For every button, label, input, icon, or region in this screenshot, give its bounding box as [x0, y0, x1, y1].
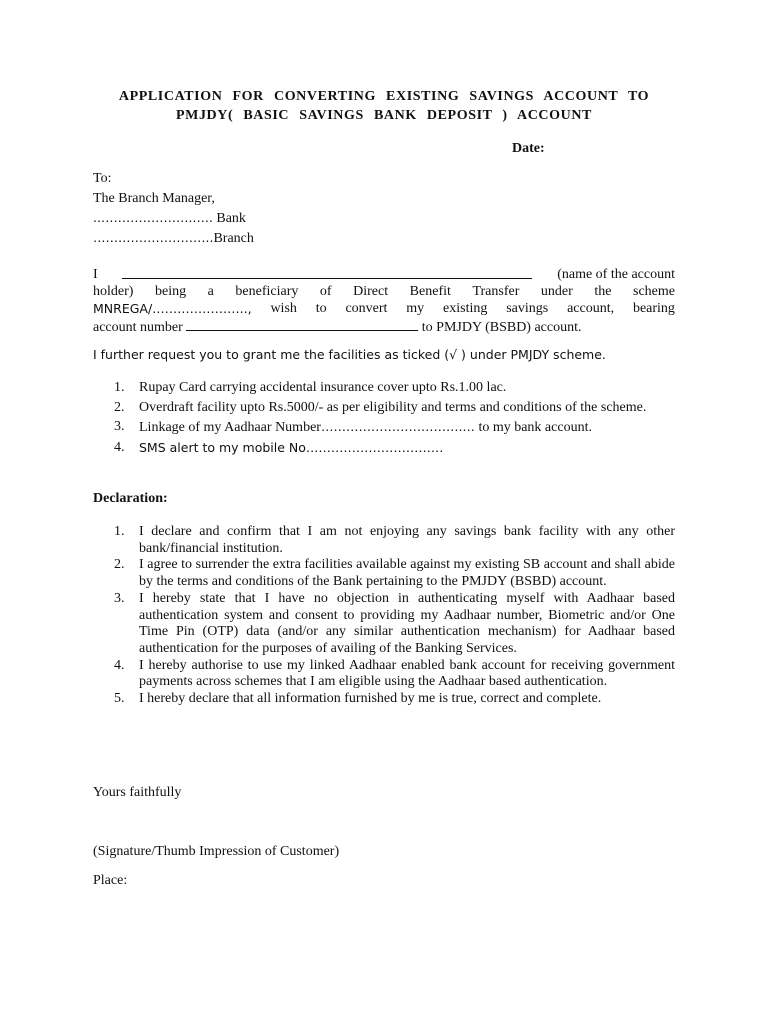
word: bearing [632, 301, 675, 316]
date-label: Date: [512, 141, 545, 156]
bank-name-blank: ..………………….….. [93, 210, 213, 225]
account-suffix: to PMJDY (BSBD) account. [421, 320, 582, 335]
word: scheme [633, 284, 675, 299]
word: of [319, 284, 332, 299]
closing-line: Yours faithfully [93, 785, 182, 800]
word: my [406, 301, 425, 316]
list-item [93, 691, 675, 708]
item-number: 3. [114, 419, 125, 434]
item-text: I agree to surrender the extra facilities available against my existing SB account and shall abide by the terms and conditions of the Bank pertaining to the PMJDY (BSBD) account. [139, 557, 675, 590]
item-number: 5. [114, 691, 125, 707]
word: holder) [93, 284, 134, 299]
item-number: 4. [114, 439, 125, 455]
place-label: Place: [93, 873, 128, 888]
account-number-blank [186, 318, 418, 331]
item-number: 1. [114, 524, 125, 539]
word: being [154, 284, 187, 299]
word: existing [443, 301, 488, 316]
word: to [315, 301, 327, 316]
declaration-heading: Declaration: [93, 491, 168, 506]
bank-name-line [93, 209, 246, 227]
word: Benefit [409, 284, 451, 299]
list-item [93, 417, 675, 438]
item-text: I declare and confirm that I am not enjoying any savings bank facility with any other bank/financial institution. [139, 524, 675, 556]
item-text-end: to my bank account. [474, 420, 592, 435]
list-item [93, 524, 675, 557]
item-number: 2. [114, 557, 125, 573]
item-text: Rupay Card carrying accidental insurance cover upto Rs.1.00 lac. [139, 380, 507, 395]
list-item [93, 557, 675, 590]
list-item [93, 438, 675, 459]
word: the [594, 284, 612, 299]
name-hint: (name of the account [557, 267, 675, 282]
branch-name-line [93, 229, 254, 247]
list-item [93, 591, 675, 658]
account-label: account number [93, 320, 183, 335]
branch-word: Branch [213, 231, 254, 246]
recipient-line: The Branch Manager, [93, 191, 215, 206]
form-title-line-2: PMJDY( BASIC SAVINGS BANK DEPOSIT ) ACCOUNT [175, 108, 592, 123]
beneficiary-line [93, 283, 675, 300]
form-title-line-1: APPLICATION FOR CONVERTING EXISTING SAVINGS ACCOUNT TO [118, 89, 650, 104]
to-label: To: [93, 171, 112, 186]
scheme-field [93, 300, 252, 318]
branch-name-blank: ……………………….. [93, 230, 214, 245]
item-text: Linkage of my Aadhaar Number [139, 420, 321, 435]
list-item [93, 658, 675, 691]
word: a [207, 284, 214, 299]
account-number-line [93, 318, 675, 336]
bank-word: Bank [216, 211, 246, 226]
item-text: I hereby state that I have no objection in authenticating myself with Aadhaar based authentication system and consent to providing my Aadhaar number, Biometric and/or One Time Pin (OTP) data (and/or any similar authentication mechanism) for Aadhaar based authentication for the purposes of availing of the Banking Services. [139, 590, 675, 656]
word: beneficiary [235, 284, 299, 299]
item-text: I hereby declare that all information furnished by me is true, correct and complete. [139, 691, 602, 707]
item-text: I hereby authorise to use my linked Aadhaar enabled bank account for receiving government payments across schemes that I am eligible using the Aadhaar based authentication. [139, 657, 675, 690]
word: convert [345, 301, 388, 316]
name-blank [122, 266, 532, 279]
mobile-blank: …………………………… [305, 439, 444, 455]
aadhaar-blank: …………………………….… [320, 419, 475, 434]
list-item [93, 378, 675, 398]
item-number: 2. [114, 399, 125, 415]
word: Transfer [472, 284, 520, 299]
list-item [93, 398, 675, 418]
signature-label: (Signature/Thumb Impression of Customer) [93, 844, 340, 859]
word: savings [506, 301, 549, 316]
word: account, [567, 301, 615, 316]
facilities-list [93, 378, 675, 458]
word: wish [270, 301, 297, 316]
scheme-label: MNREGA/ [93, 301, 153, 316]
word: under [540, 284, 573, 299]
name-line [93, 266, 675, 283]
declarations-list [93, 524, 675, 708]
scheme-blank: ………………….., [152, 301, 252, 316]
item-number: 4. [114, 657, 125, 673]
word: Direct [353, 284, 389, 299]
scheme-line [93, 300, 675, 318]
item-text: Overdraft facility upto Rs.5000/- as per eligibility and terms and conditions of the scheme. [139, 399, 647, 415]
item-number: 1. [114, 380, 125, 395]
request-line: I further request you to grant me the facilities as ticked (√ ) under PMJDY scheme. [93, 347, 606, 362]
applicant-paragraph [93, 266, 675, 336]
item-text: SMS alert to my mobile No [139, 439, 306, 455]
item-number: 3. [114, 590, 125, 606]
i-word: I [93, 267, 98, 282]
